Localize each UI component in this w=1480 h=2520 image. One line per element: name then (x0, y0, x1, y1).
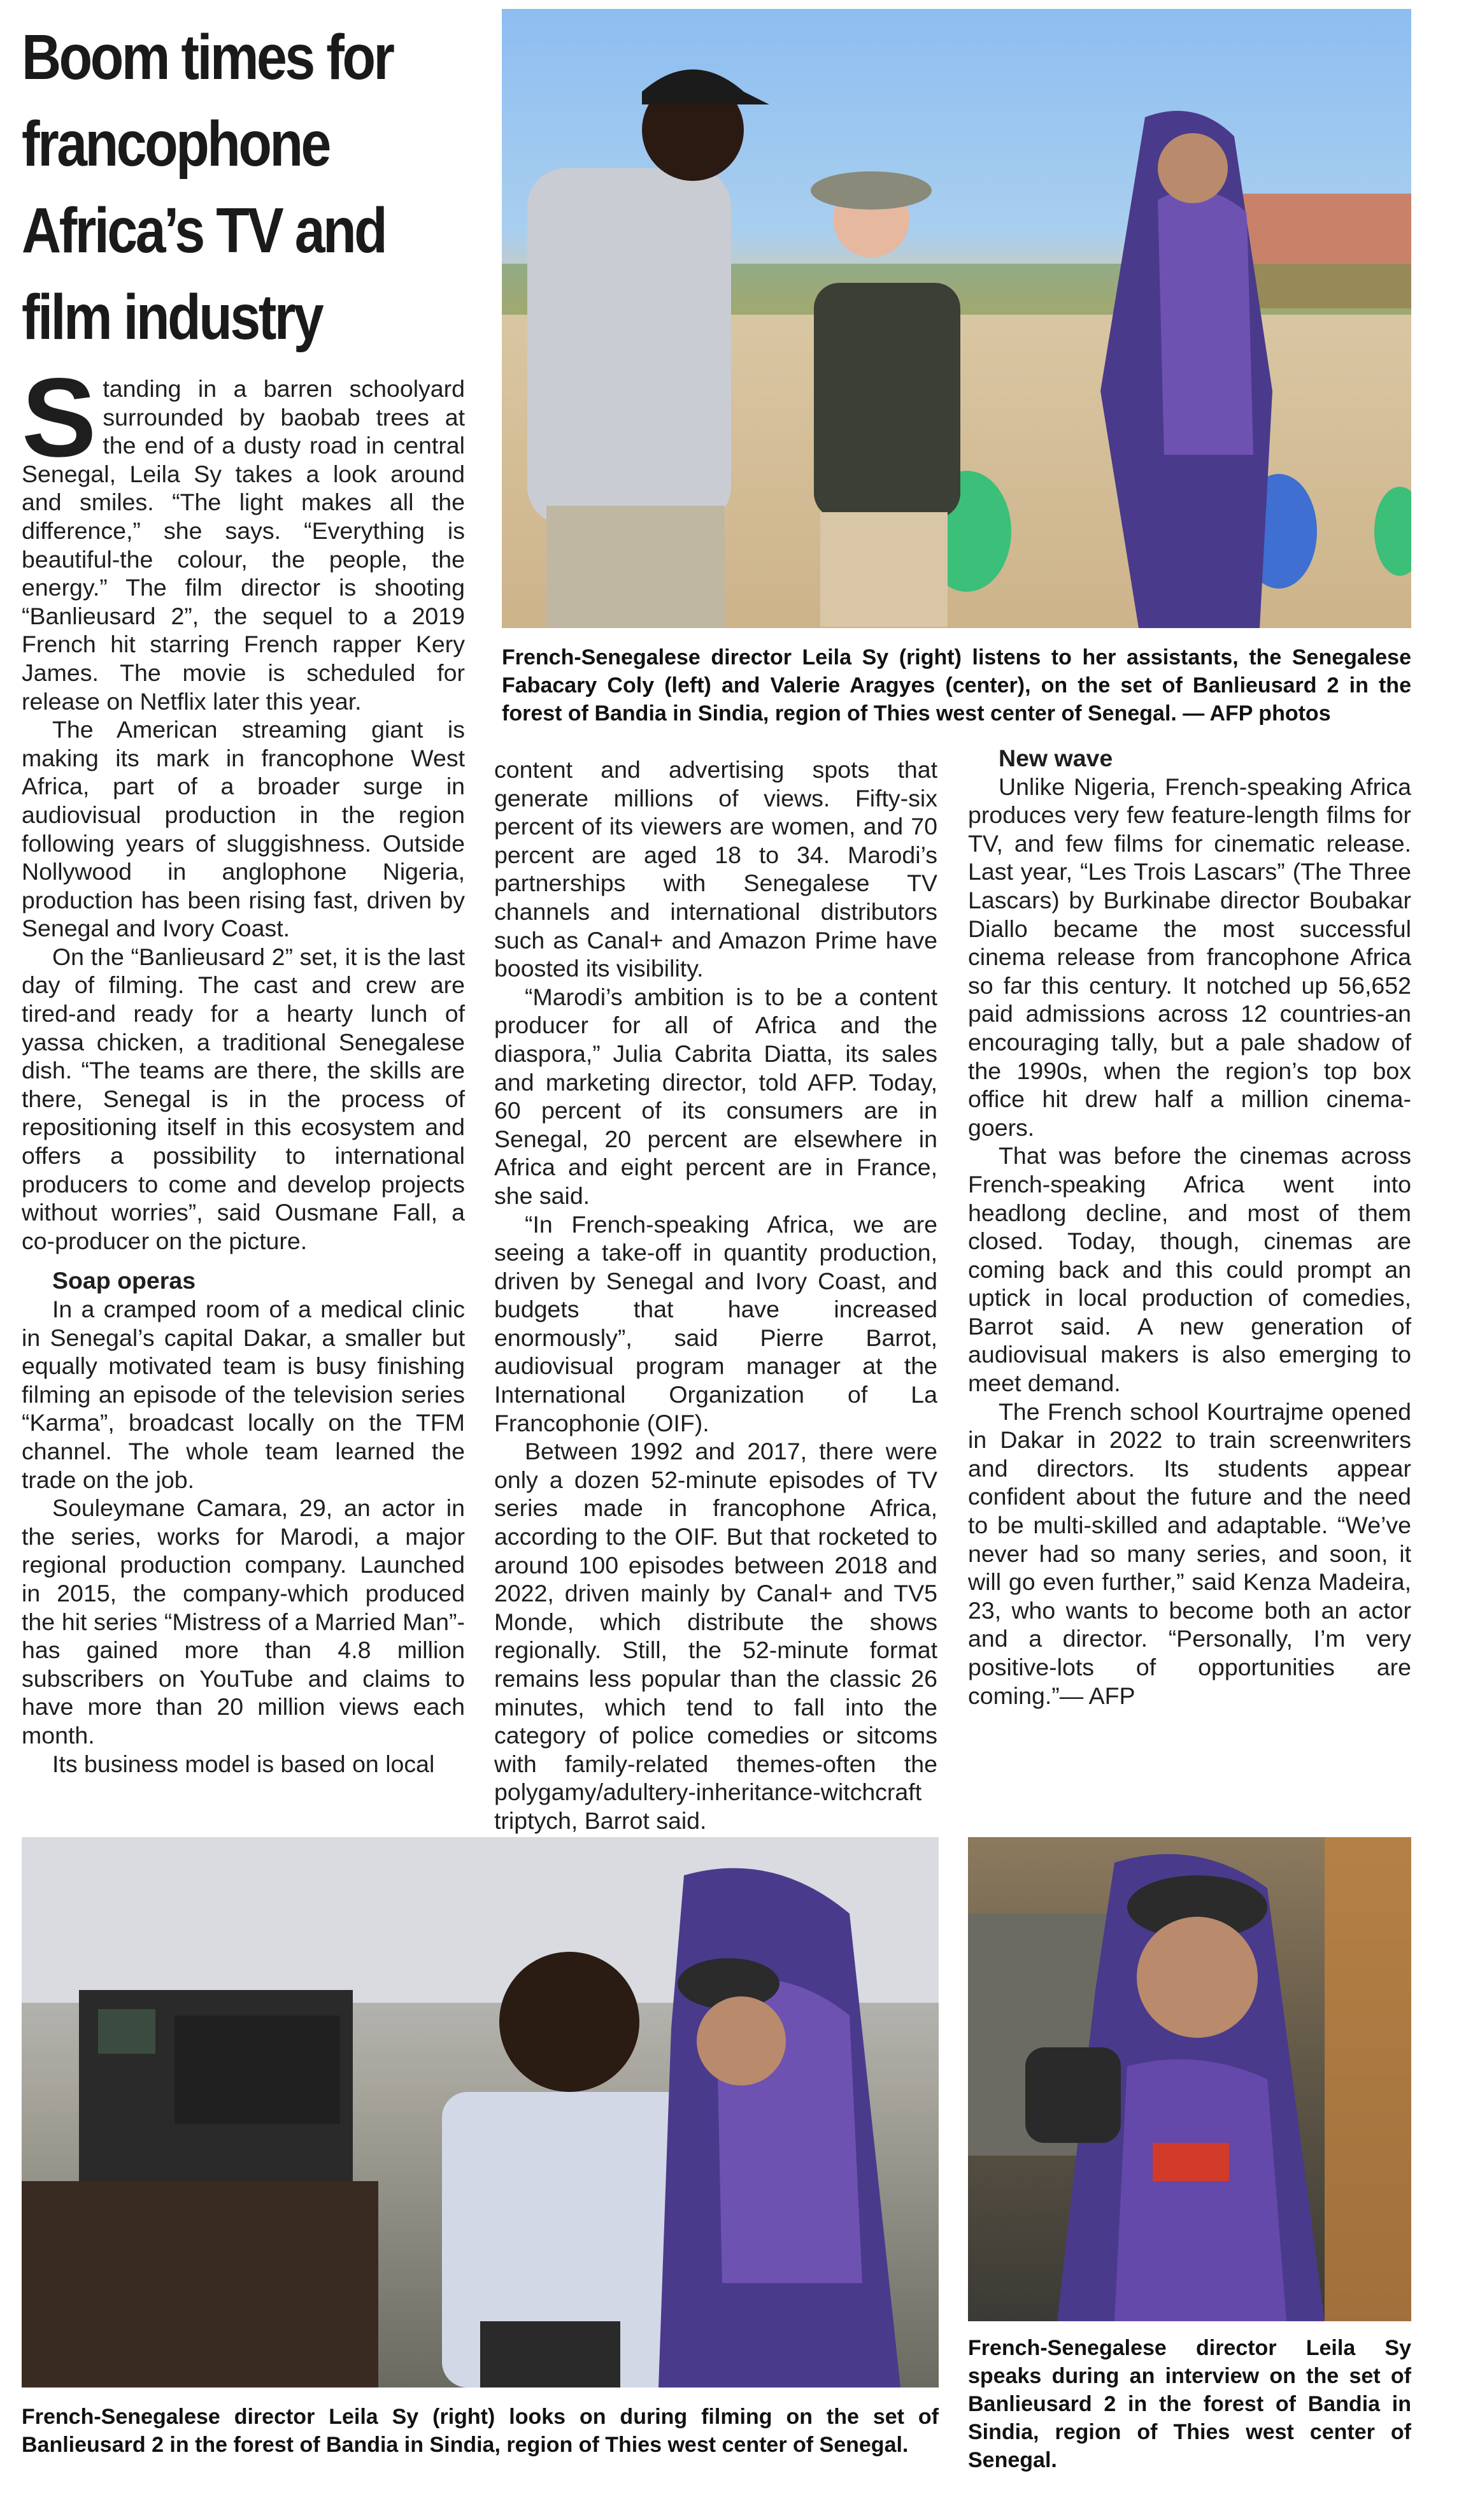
paragraph: Between 1992 and 2017, there were only a dozen 52-minute episodes of TV series made in francophone Africa, according to the OIF. But that rocketed to around 100 episodes between 2018 and 2022, driven mainly by Canal+ and TV5 Monde, which distribute the shows regionally. Still, the 52-minute format remains less popular than the classic 26 minutes, which tend to fall into the category of police comedies or sitcoms with family-related themes-often the polygamy/adultery-inheritance-witchcraft triptych, Barrot said. (494, 1438, 937, 1834)
paragraph: Souleymane Camara, 29, an actor in the series, works for Marodi, a major regional production company. Launched in 2015, the company-which produced the hit series “Mistress of a Married Man”-has gained more than 4.8 million subscribers on YouTube and claims to have more than 20 million views each month. (22, 1494, 465, 1749)
paragraph: That was before the cinemas across French-speaking Africa went into headlong decline, and most of them closed. Today, though, cinemas are coming back and this could prompt an uptick in local production of comedies, Barrot said. A new generation of audiovisual makers is also emerging to meet demand. (968, 1142, 1411, 1397)
paragraph: Its business model is based on local (52, 1750, 435, 1777)
bottom-right-photo (968, 1837, 1411, 2321)
paragraph: On the “Banlieusard 2” set, it is the last day of filming. The cast and crew are tired-and ready for a hearty lunch of yassa chicken, a traditional Senegalese dish. “The teams are there, the skills are there, Senegal is in the process of repositioning itself in this ecosystem and offers a possibility to international producers to come and develop projects without worries”, said Ousmane Fall, a co-producer on the picture. (22, 943, 465, 1254)
paragraph: Unlike Nigeria, French-speaking Africa produces very few feature-length films for TV, and few films for cinematic release. Last year, “Les Trois Lascars” (The Three Lascars) by Burkinabe director Boubakar Diallo became the most successful cinema release from francophone Africa so far this century. It notched up 56,652 paid admissions across 12 countries-an encouraging tally, but a pale shadow of the 1990s, when the region’s top box office hit drew half a million cinema-goers. (968, 773, 1411, 1141)
top-photo-caption: French-Senegalese director Leila Sy (right) listens to her assistants, the Senegalese Fabacary Coly (left) and Valerie Aragyes (center), on the set of Banlieusard 2 in the forest of Bandia in Sindia, region of Thies west center of Senegal. — AFP photos (502, 645, 1411, 726)
bottom-right-caption: French-Senegalese director Leila Sy speaks during an interview on the set of Banlieusard 2 in the forest of Bandia in Sindia, region of Thies west center of Senegal. (968, 2336, 1411, 2472)
paragraph: “Marodi’s ambition is to be a content producer for all of Africa and the diaspora,” Julia Cabrita Diatta, its sales and marketing director, told AFP. Today, 60 percent of its consumers are in Senegal, 20 percent are elsewhere in Africa and eight percent are in France, she said. (494, 983, 937, 1209)
article-column-2 (494, 755, 937, 1835)
paragraph: The American streaming giant is making its mark in francophone West Africa, part of a broader surge in audiovisual production in the region following years of sluggishness. Outside Nollywood in anglophone Nigeria, production has been rising fast, driven by Senegal and Ivory Coast. (22, 716, 465, 942)
paragraph: “In French-speaking Africa, we are seeing a take-off in quantity production, driven by Senegal and Ivory Coast, and budgets that have increased enormously”, said Pierre Barrot, audiovisual program manager at the International Organization of La Francophonie (OIF). (494, 1210, 937, 1436)
paragraph: content and advertising spots that generate millions of views. Fifty-six percent of its viewers are women, and 70 percent are aged 18 to 34. Marodi’s partnerships with Senegalese TV channels and international distributors such as Canal+ and Amazon Prime have boosted its visibility. (494, 756, 937, 982)
subheading-soap-operas: Soap operas (52, 1267, 196, 1294)
paragraph: The French school Kourtrajme opened in Dakar in 2022 to train screenwriters and directors. Its students appear confident about the future and the need to be multi-skilled and adaptable. “We’ve never had so many series, and soon, it will go even further,” said Kenza Madeira, 23, who wants to become both an actor and a director. “Personally, I’m very positive-lots of opportunities are coming.”— AFP (968, 1398, 1411, 1709)
article-column-3 (968, 744, 1411, 1710)
top-photo-scene (502, 9, 1411, 628)
headline-line-2: francophone (22, 108, 329, 180)
lead-text: tanding in a barren schoolyard surrounded by baobab trees at the end of a dusty road in central Senegal, Leila Sy takes a look around and smiles. “The light makes all the difference,” she says. “Everything is beautiful-the colour, the people, the energy.” The film director is shooting “Banlieusard 2”, the sequel to a 2019 French hit starring French rapper Kery James. The movie is scheduled for release on Netflix later this year. (22, 375, 465, 715)
top-photo (502, 9, 1411, 628)
headline-line-3: Africa’s TV and (22, 195, 386, 266)
bottom-right-scene (968, 1837, 1411, 2321)
article-column-1 (22, 355, 465, 1778)
bottom-left-caption: French-Senegalese director Leila Sy (right) looks on during filming on the set of Banlieusard 2 in the forest of Bandia in Sindia, region of Thies west center of Senegal. (22, 2405, 939, 2457)
lead-paragraph (22, 355, 465, 715)
bottom-left-scene (22, 1837, 939, 2388)
paragraph: In a cramped room of a medical clinic in Senegal’s capital Dakar, a smaller but equally motivated team is busy finishing filming an episode of the television series “Karma”, broadcast locally on the TFM channel. The whole team learned the trade on the job. (22, 1296, 465, 1493)
headline-line-4: film industry (22, 282, 322, 353)
bottom-left-photo (22, 1837, 939, 2388)
subheading-new-wave: New wave (999, 745, 1113, 771)
headline-line-1: Boom times for (22, 22, 393, 93)
headline (22, 14, 427, 361)
drop-cap: S (22, 355, 97, 480)
